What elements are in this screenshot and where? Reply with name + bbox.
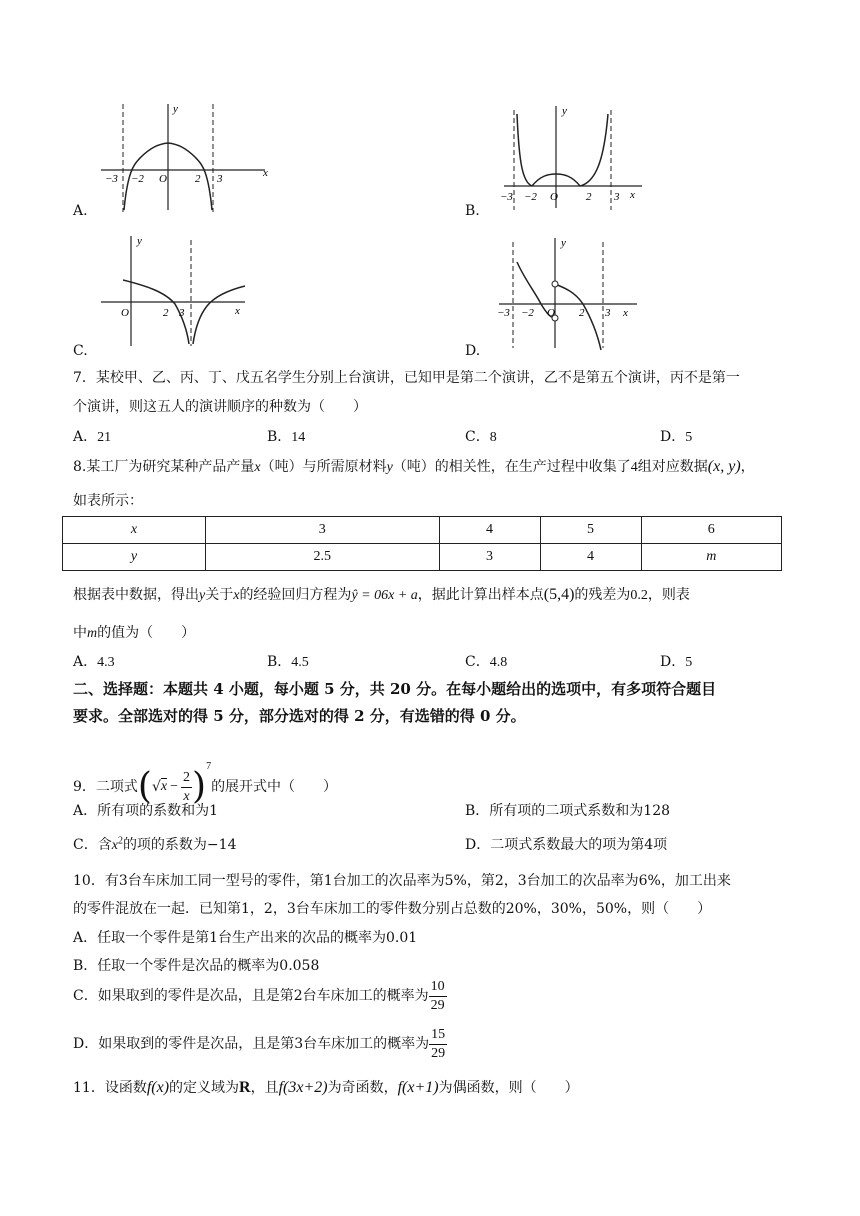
q10-text-line2: 的零件混放在一起．已知第1，2，3台车床加工的零件数分别占总数的20%，30%，50%，则（ ） <box>73 901 712 917</box>
graph-b-origin: O <box>550 191 558 203</box>
q8-text-line2: 如表所示： <box>73 493 143 509</box>
option-a-label: A. <box>73 203 88 219</box>
q7-text-line1: 7．某校甲、乙、丙、丁、戊五名学生分别上台演讲，已知甲是第二个演讲，乙不是第五个演讲，丙不是第一 <box>73 370 740 386</box>
table-cell: 4 <box>439 517 540 544</box>
q8-text-after-line1: 根据表中数据，得出y关于x的经验回归方程为ŷ = 06x + a，据此计算出样本点(5,4)的残差为0.2，则表 <box>73 586 690 603</box>
graph-a-origin: O <box>159 173 167 185</box>
section2-header-line1: 二、选择题：本题共 4 小题，每小题 5 分，共 20 分。在每小题给出的选项中，有多项符合题目 <box>73 680 717 698</box>
graph-b-tick-3: 3 <box>614 191 620 203</box>
table-cell: 3 <box>206 517 440 544</box>
graph-d-tick-2: 2 <box>579 307 585 319</box>
graph-a-tick-neg3: −3 <box>105 173 118 185</box>
table-cell: x <box>63 517 206 544</box>
graph-a-tick-2: 2 <box>195 173 201 185</box>
graph-d-y-label: y <box>561 237 566 249</box>
q7-option-c[interactable]: C．8 <box>465 429 497 445</box>
q7-text-line2: 个演讲，则这五人的演讲顺序的种数为（ ） <box>73 399 367 415</box>
graph-c <box>95 230 255 350</box>
q9-option-d[interactable]: D．二项式系数最大的项为第4项 <box>465 837 668 853</box>
table-cell: 5 <box>540 517 641 544</box>
q8-option-d[interactable]: D．5 <box>660 654 693 670</box>
q7-option-b[interactable]: B．14 <box>267 429 306 445</box>
graph-b-x-label: x <box>630 189 635 201</box>
table-cell: m <box>641 544 781 571</box>
graph-d-tick-neg3: −3 <box>497 307 510 319</box>
table-cell: y <box>63 544 206 571</box>
table-cell: 6 <box>641 517 781 544</box>
q9-option-a[interactable]: A．所有项的系数和为1 <box>73 803 219 819</box>
graph-a-tick-neg2: −2 <box>131 173 144 185</box>
graph-d <box>495 232 645 352</box>
q10-option-a[interactable]: A．任取一个零件是第1台生产出来的次品的概率为0.01 <box>73 930 418 946</box>
q11-stem: 11．设函数f(x)的定义域为R，且f(3x+2)为奇函数，f(x+1)为偶函数，则（ ） <box>73 1079 579 1096</box>
table-cell: 2.5 <box>206 544 440 571</box>
q8-option-b[interactable]: B．4.5 <box>267 654 309 670</box>
q10-text-line1: 10．有3台车床加工同一型号的零件，第1台加工的次品率为5%，第2，3台加工的次品率为6%，加工出来 <box>73 873 731 889</box>
graph-c-origin: O <box>121 307 129 319</box>
table-cell: 3 <box>439 544 540 571</box>
graph-c-tick-2: 2 <box>163 307 169 319</box>
q10-option-c[interactable]: C．如果取到的零件是次品，且是第2台车床加工的概率为 $\frac{10}{29}$ <box>73 978 445 1013</box>
q10-option-b[interactable]: B．任取一个零件是次品的概率为0.058 <box>73 958 320 974</box>
graph-d-tick-3: 3 <box>605 307 611 319</box>
option-d-label: D. <box>465 343 481 359</box>
graph-b-tick-neg3: −3 <box>500 191 513 203</box>
graph-a <box>95 98 275 216</box>
graph-d-origin: O <box>547 307 555 319</box>
q8-text-after-line2: 中m的值为（ ） <box>73 625 196 641</box>
graph-c-tick-3: 3 <box>179 307 185 319</box>
table-row <box>63 517 782 544</box>
section2-header-line2: 要求。全部选对的得 5 分，部分选对的得 2 分，有选错的得 0 分。 <box>73 707 526 725</box>
q7-option-d[interactable]: D．5 <box>660 429 693 445</box>
graph-b-tick-2: 2 <box>586 191 592 203</box>
graph-a-tick-3: 3 <box>217 173 223 185</box>
graph-a-y-label: y <box>173 103 178 115</box>
q9-option-b[interactable]: B．所有项的二项式系数和为128 <box>465 803 671 819</box>
option-b-label: B. <box>465 203 480 219</box>
q7-option-a[interactable]: A．21 <box>73 429 112 445</box>
graph-b <box>500 100 650 215</box>
q9-option-c[interactable]: C．含$x^2$的项的系数为−14 <box>73 835 237 853</box>
option-c-label: C. <box>73 343 88 359</box>
graph-b-y-label: y <box>562 105 567 117</box>
table-row <box>63 544 782 571</box>
q8-data-table <box>62 516 782 571</box>
q9-stem: 9．二项式(√x − $\frac{2}{x}$ )$^7$的展开式中（ ） <box>73 761 338 807</box>
table-cell: 4 <box>540 544 641 571</box>
q8-option-c[interactable]: C．4.8 <box>465 654 508 670</box>
q10-option-d[interactable]: D．如果取到的零件是次品，且是第3台车床加工的概率为 $\frac{15}{29}$ <box>73 1026 446 1061</box>
q8-option-a[interactable]: A．4.3 <box>73 654 115 670</box>
graph-d-x-label: x <box>623 307 628 319</box>
q8-text-line1: 8.某工厂为研究某种产品产量x（吨）与所需原材料y（吨）的相关性，在生产过程中收集了4组对应数据(x, y)， <box>73 458 755 475</box>
graph-d-tick-neg2: −2 <box>521 307 534 319</box>
graph-c-y-label: y <box>137 235 142 247</box>
graph-a-x-label: x <box>263 167 268 179</box>
graph-b-tick-neg2: −2 <box>524 191 537 203</box>
graph-c-x-label: x <box>235 305 240 317</box>
